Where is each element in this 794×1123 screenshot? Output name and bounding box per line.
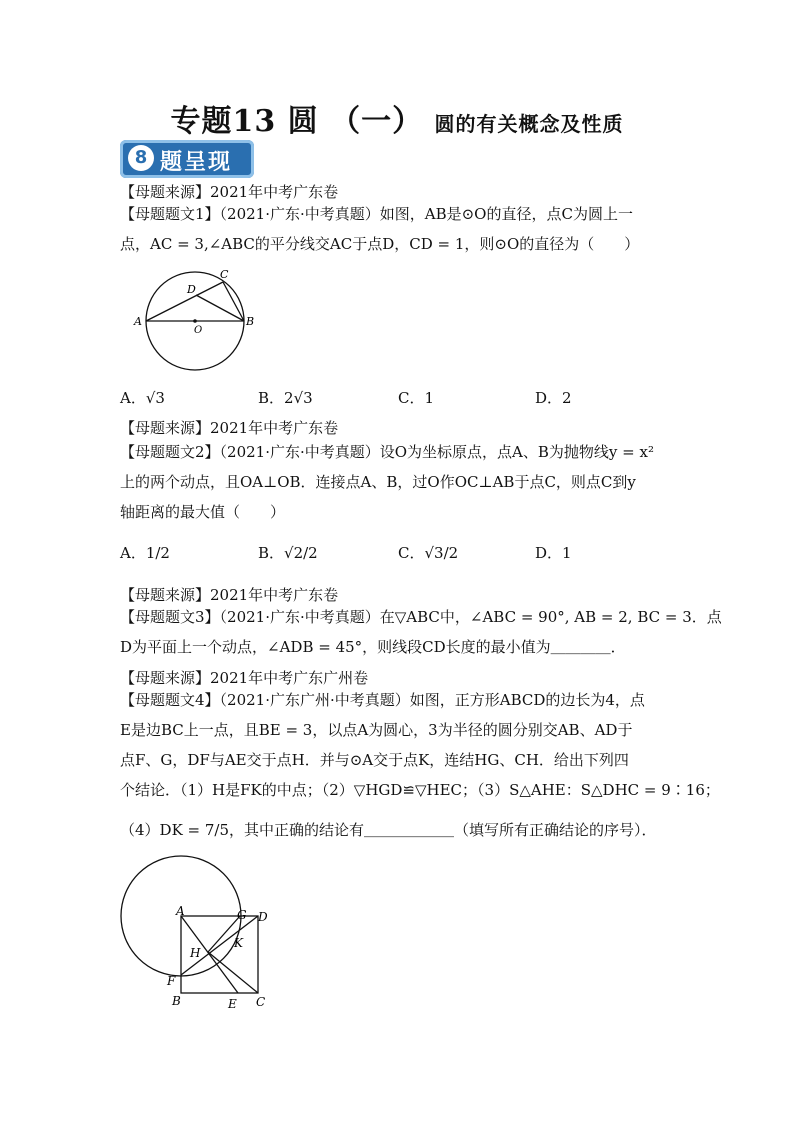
q2-line3: 轴距离的最大值（ ） (120, 503, 286, 521)
section-badge (120, 140, 254, 178)
q2-line2: 上的两个动点，且OA⊥OB．连接点A、B，过O作OC⊥AB于点C，则点C到y (120, 473, 636, 491)
badge-number: 8 (128, 145, 154, 171)
q4-label-f: F (167, 974, 176, 988)
q3-source: 【母题来源】2021年中考广东卷 (120, 586, 339, 604)
q4-label-a: A (176, 904, 185, 918)
q2-option-d[interactable]: D．1 (535, 544, 572, 562)
q1-center-dot (193, 319, 197, 323)
q4-line5: （4）DK = 7/5，其中正确的结论有＿＿＿＿＿＿（填写所有正确结论的序号）． (120, 821, 657, 839)
q2-option-c[interactable]: C．√3/2 (398, 544, 459, 562)
q1-option-b[interactable]: B．2√3 (258, 389, 313, 407)
q1-option-a[interactable]: A．√3 (120, 389, 165, 407)
q1-option-c[interactable]: C．1 (398, 389, 435, 407)
q4-label-d: D (258, 910, 268, 924)
badge-label: 题呈现 (160, 150, 233, 175)
q4-line4: 个结论．（1）H是FK的中点；（2）▽HGD≌▽HEC；（3）S△AHE：S△DHC = 9∶16； (120, 781, 720, 799)
q4-label-h: H (190, 946, 201, 960)
q1-line2: 点，AC = 3,∠ABC的平分线交AC于点D，CD = 1，则⊙O的直径为（ ） (120, 235, 640, 253)
q2-line1: 【母题题文2】（2021·广东·中考真题）设O为坐标原点，点A、B为抛物线y = x² (120, 443, 654, 461)
q4-label-b: B (172, 994, 181, 1008)
q2-option-a[interactable]: A．1/2 (120, 544, 170, 562)
q4-line2: E是边BC上一点，且BE = 3，以点A为圆心，3为半径的圆分别交AB、AD于 (120, 721, 633, 739)
q4-line1: 【母题题文4】（2021·广东广州·中考真题）如图，正方形ABCD的边长为4，点 (120, 691, 645, 709)
q4-figure (118, 855, 278, 1015)
q4-label-c: C (256, 995, 266, 1009)
q3-line2: D为平面上一个动点，∠ADB = 45°，则线段CD长度的最小值为＿＿＿＿． (120, 638, 626, 656)
q4-line3: 点F、G，DF与AE交于点H．并与⊙A交于点K，连结HG、CH．给出下列四 (120, 751, 629, 769)
q1-label-d: D (187, 283, 196, 296)
q4-label-k: K (234, 936, 243, 950)
q1-source: 【母题来源】2021年中考广东卷 (120, 183, 339, 201)
page-title (0, 96, 794, 140)
q1-label-c: C (220, 268, 229, 281)
q4-label-g: G (237, 908, 247, 922)
q2-source: 【母题来源】2021年中考广东卷 (120, 419, 339, 437)
q4-label-e: E (228, 997, 237, 1011)
q1-label-a: A (134, 315, 142, 328)
q4-source: 【母题来源】2021年中考广东广州卷 (120, 669, 369, 687)
q2-option-b[interactable]: B．√2/2 (258, 544, 318, 562)
q3-line1: 【母题题文3】（2021·广东·中考真题）在▽ABC中，∠ABC = 90°, AB = 2, BC = 3．点 (120, 608, 722, 626)
q1-chord-ac (146, 282, 223, 321)
q1-line1: 【母题题文1】（2021·广东·中考真题）如图，AB是⊙O的直径，点C为圆上一 (120, 205, 633, 223)
q1-figure (130, 265, 260, 375)
title-sub: 圆的有关概念及性质 (434, 112, 624, 136)
q1-label-b: B (246, 315, 255, 328)
q1-label-o: O (194, 325, 203, 336)
q1-option-d[interactable]: D．2 (535, 389, 572, 407)
title-main: 专题13 圆 （一） (170, 104, 424, 139)
